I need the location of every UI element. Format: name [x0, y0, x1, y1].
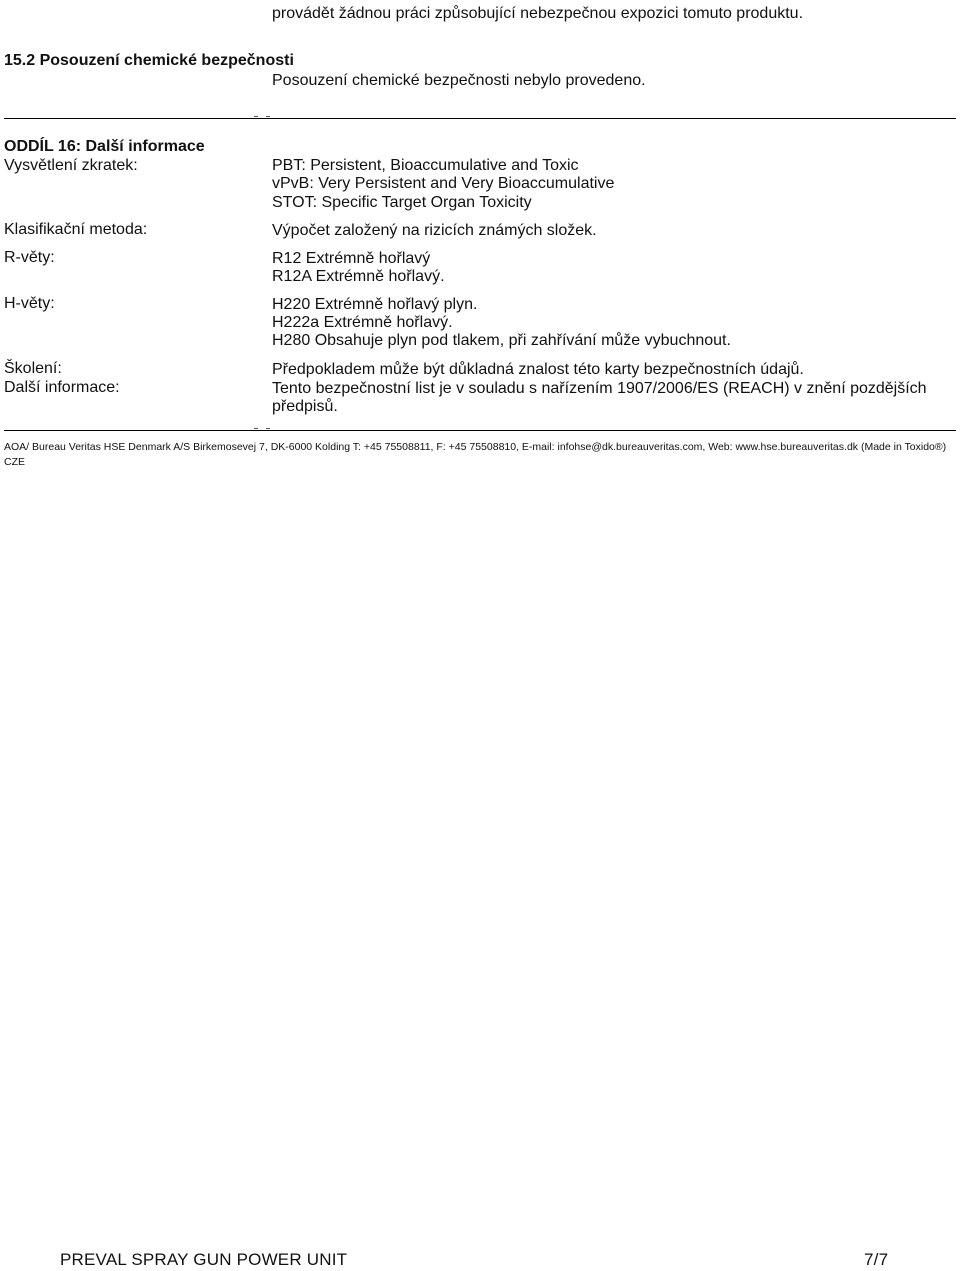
- r-phrase-item: R12 Extrémně hořlavý: [272, 250, 431, 267]
- r-phrase-item: R12A Extrémně hořlavý.: [272, 268, 445, 285]
- classification-text: Výpočet založený na rizicích známých složek.: [272, 222, 597, 239]
- training-text: Předpokladem může být důkladná znalost této karty bezpečnostních údajů.: [272, 361, 804, 378]
- abbreviation-item: STOT: Specific Target Organ Toxicity: [272, 194, 532, 211]
- section-divider-top: [4, 118, 956, 119]
- section-16-heading: ODDÍL 16: Další informace: [4, 138, 205, 155]
- label-r-phrases: R-věty:: [4, 249, 55, 266]
- section-15-2-heading: 15.2 Posouzení chemické bezpečnosti: [4, 52, 294, 69]
- page-number: 7/7: [864, 1250, 889, 1269]
- label-h-phrases: H-věty:: [4, 295, 55, 312]
- label-training: Školení:: [4, 360, 62, 377]
- divider-mark: [254, 116, 258, 117]
- section-divider-bottom: [4, 430, 956, 431]
- h-phrase-item: H222a Extrémně hořlavý.: [272, 314, 453, 331]
- h-phrase-item: H220 Extrémně hořlavý plyn.: [272, 296, 478, 313]
- label-classification: Klasifikační metoda:: [4, 221, 148, 238]
- divider-mark: [266, 116, 270, 117]
- product-name: PREVAL SPRAY GUN POWER UNIT: [60, 1250, 348, 1269]
- label-further-info: Další informace:: [4, 379, 120, 396]
- label-abbreviations: Vysvětlení zkratek:: [4, 157, 138, 174]
- abbreviation-item: PBT: Persistent, Bioaccumulative and Toxic: [272, 157, 579, 174]
- further-info-text: předpisů.: [272, 398, 338, 415]
- abbreviation-item: vPvB: Very Persistent and Very Bioaccumulative: [272, 175, 615, 192]
- continuation-text: provádět žádnou práci způsobující nebezpečnou expozici tomuto produktu.: [272, 5, 804, 22]
- company-footer: AOA/ Bureau Veritas HSE Denmark A/S Birkemosevej 7, DK-6000 Kolding T: +45 75508811, F: +45 75508810, E-mail: infohse@dk.bureauveritas.com, Web: www.hse.bureauveritas.dk (Made in Toxido®) CZE: [4, 441, 947, 468]
- further-info-text: Tento bezpečnostní list je v souladu s nařízením 1907/2006/ES (REACH) v znění pozdějších: [272, 380, 927, 397]
- section-15-2-text: Posouzení chemické bezpečnosti nebylo provedeno.: [272, 72, 646, 89]
- divider-mark: [266, 428, 270, 429]
- divider-mark: [254, 428, 258, 429]
- h-phrase-item: H280 Obsahuje plyn pod tlakem, při zahřívání může vybuchnout.: [272, 332, 731, 349]
